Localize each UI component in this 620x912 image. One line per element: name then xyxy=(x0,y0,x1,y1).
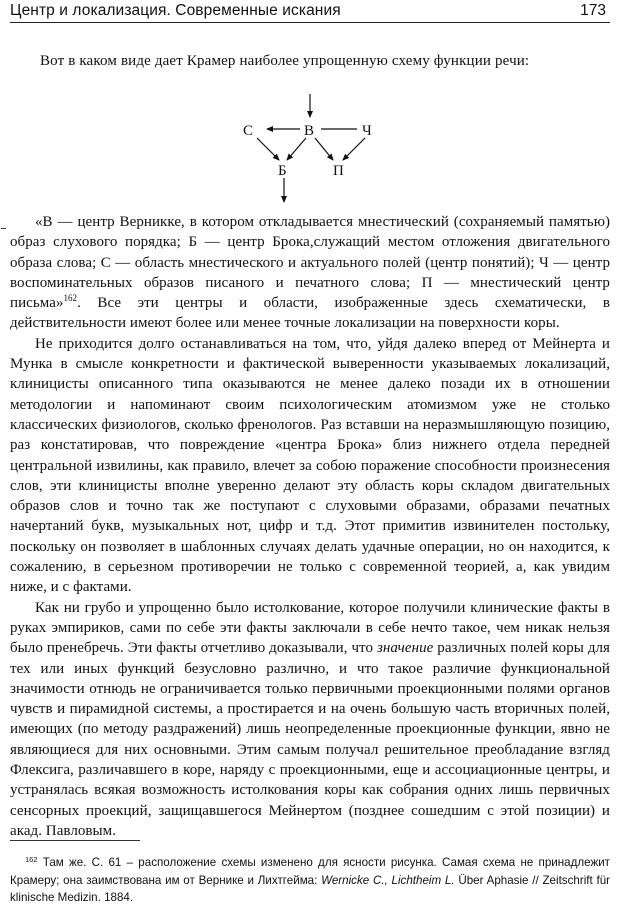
paragraph-3 xyxy=(10,598,610,842)
scheme-node-s: С xyxy=(243,123,254,139)
scheme-node-p: П xyxy=(333,163,344,179)
paragraph-3-start: Как ни грубо и упрощенно было истолкование, которое получили клинические факты в руках эмпириков, сами по себе эти факты заключали в себе нечто такое, чем никак нельзя было пренебречь. Эти факты отчетливо доказывали, что xyxy=(10,599,610,657)
footnote-text-end: Über Aphasie // Zeitschrift für klinische Medizin. 1884. xyxy=(10,873,611,904)
arrow-v-to-b xyxy=(287,138,306,160)
footnote xyxy=(10,854,610,907)
footnote-number: 162 xyxy=(25,855,38,864)
body-text xyxy=(10,212,610,841)
margin-mark xyxy=(1,228,6,229)
scheme-node-b: Б xyxy=(278,163,287,179)
quote-continuation: . Все эти центры и области, изображенные здесь схематически, в действительности имеют более или менее точные локализации на поверхности коры. xyxy=(10,295,610,332)
paragraph-3-end: различных полей коры для тех или иных функций безусловно различно, и что такое различие функциональной значимости отнюдь не ограничивается только первичными проекционными полями органов чувств и пирамидной системы, а простирается и на очень большую часть вторичных полей, имеющих (по методу раздражений) лишь неопределенные проекционные функции, явно не являющиеся для них основными. Этим самым получал решительное преобладание взгляд Флексига, различавшего в коре, наряду с проекционными, еще и ассоциационные центры, и устранялась всякая возможность истолкования коры как собрания одних лишь первичных сенсорных проекций, защищавшегося Мейнертом (позднее сошедшим с этой позиции) и акад. Павловым. xyxy=(10,640,610,839)
footnote-authors: Wernicke C., Lichtheim L. xyxy=(321,873,455,887)
header-rule xyxy=(10,22,610,23)
emphasis-word: значение xyxy=(376,640,434,657)
intro-line: Вот в каком виде дает Крамер наиболее упрощенную схему функции речи: xyxy=(40,53,530,69)
arrow-v-to-p xyxy=(315,138,333,160)
speech-function-scheme xyxy=(235,90,395,210)
arrow-s-to-b xyxy=(257,138,279,160)
quote-text: «В — центр Верникке, в котором откладывается мнестический (сохраняемый памятью) образ слухового порядка; Б — центр Брока,служащий местом отложения двигательного образа слова; С — область мнестического и актуального полей (центр понятий); Ч — центр воспоминательных образов писаного и печатного слова; П — мнестический центр письма» xyxy=(10,214,610,312)
paragraph-quote xyxy=(10,212,610,334)
scheme-node-ch: Ч xyxy=(362,123,372,139)
arrow-ch-to-p xyxy=(343,138,365,160)
footnote-rule xyxy=(10,840,140,841)
paragraph-2: Не приходится долго останавливаться на том, что, уйдя далеко вперед от Мейнерта и Мунка в смысле конкретности и фактической выверенности указываемых локализаций, клиницисты описанного типа оказываются не менее далеко позади их в отношении методологии и напоминают своим психологическим атомизмом уже не столько классических физиологов, сколько френологов. Раз вставши на неразмышляющую позицию, раз констатировав, что повреждение «центра Брока» близ нижнего отдела передней центральной извилины, как правило, влечет за собою поражение способности произнесения слов, эти клиницисты вполне уверенно делают эту область коры складом двигательных образов слов и точно так же поступают с слуховыми образами, образами печатных начертаний букв, музыкальных нот, цифр и т.д. Этот примитив извинителен постольку, поскольку он позволяет в шаблонных случаях делать удачные операции, но он находится, к сожалению, в серьезном противоречии не только с современной теорией, а, как увидим ниже, и с фактами. xyxy=(10,335,610,596)
running-header xyxy=(10,1,610,23)
footnote-text-start: Там же. С. 61 – расположение схемы изменено для ясности рисунка. Самая схема не принадлежит Крамеру; она заимствована им от Вернике и Лихтгейма: xyxy=(10,856,610,887)
page-number: 173 xyxy=(580,2,606,19)
scheme-node-v: В xyxy=(304,123,315,139)
running-header-title: Центр и локализация. Современные искания xyxy=(10,2,341,19)
footnote-reference: 162 xyxy=(63,293,78,304)
